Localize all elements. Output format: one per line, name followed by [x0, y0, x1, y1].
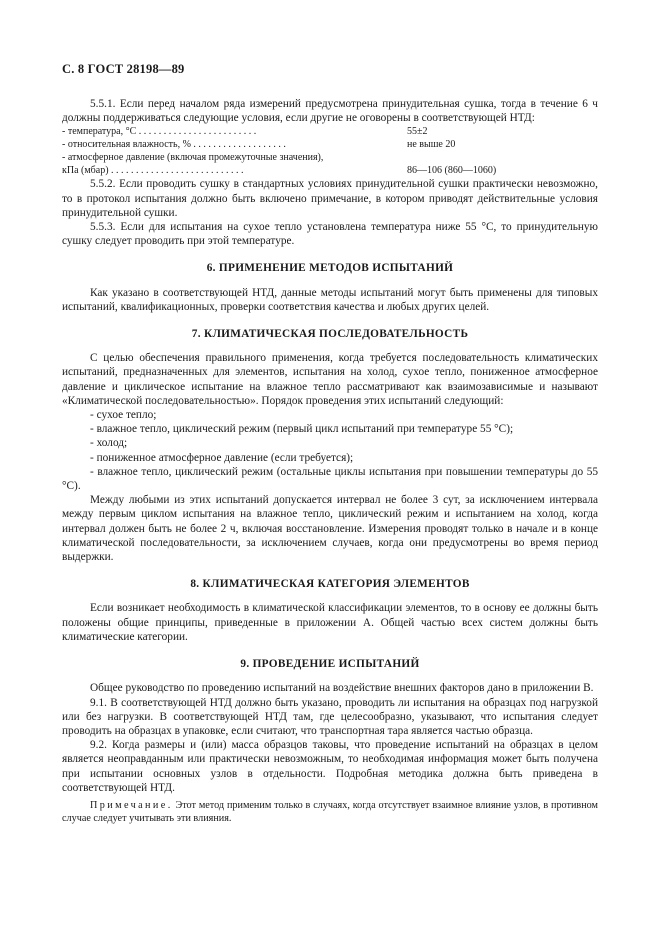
clause-5-5-3: 5.5.3. Если для испытания на сухое тепло установлена температура ниже 55 °С, то принудительную сушку следует проводить при этой температуре. — [62, 221, 598, 248]
list-item: - пониженное атмосферное давление (если требуется); — [90, 451, 354, 464]
section-7-text: Между любыми из этих испытаний допускается интервал не более 3 сут, за исключением интервала между первым циклом испытания на влажное тепло, циклический режим и испытанием на холод, когда интервал должен быть не более 2 ч, включая восстановление. Измерения проводят только в начале и в конце климатической последовательности, за исключением случаев, когда они предусмотрены во время период выдержки. — [62, 494, 598, 564]
section-7-title: 7. КЛИМАТИЧЕСКАЯ ПОСЛЕДОВАТЕЛЬНОСТЬ — [191, 328, 469, 341]
section-9-title: 9. ПРОВЕДЕНИЕ ИСПЫТАНИЙ — [240, 658, 420, 671]
condition-value: 86—106 (860—1060) — [407, 165, 497, 177]
list-item: - сухое тепло; — [90, 409, 157, 422]
condition-label: - атмосферное давление (включая промежуточные значения), — [62, 152, 324, 164]
document-body — [62, 97, 598, 825]
clause-9-2: 9.2. Когда размеры и (или) масса образцов таковы, что проведение испытаний на образцах в целом является неоправданным или практически невозможным, то необходимая информация может быть получена при испытании основных узлов в отдельности. Подробная методика должна быть приведена в соответствующей НТД. — [62, 739, 598, 794]
list-item: - холод; — [90, 437, 128, 450]
clause-5-5-1: 5.5.1. Если перед началом ряда измерений предусмотрена принудительная сушка, тогда в течение 6 ч должны поддерживаться следующие условия, если другие не оговорены в соответствующей НТД: — [62, 98, 598, 125]
condition-label: - температура, °С . . . . . . . . . . . . . . . . . . . . . . . . — [62, 126, 257, 138]
section-6-text: Как указано в соответствующей НТД, данные методы испытаний могут быть применены для типовых испытаний, квалификационных, проверки соответствия качества и любых других целей. — [62, 286, 598, 313]
note-text: Этот метод применим только в случаях, когда отсутствует взаимное влияние узлов, в противном случае следует учитывать эти влияния. — [62, 799, 599, 824]
condition-value — [407, 151, 598, 164]
condition-label: кПа (мбар) . . . . . . . . . . . . . . . . . . . . . . . . . . . — [62, 165, 244, 177]
condition-value: 55±2 — [407, 126, 428, 138]
clause-5-5-2: 5.5.2. Если проводить сушку в стандартных условиях принудительной сушки практически невозможно, то в протокол испытания должно быть включено примечание, в котором приводят действительные условия принудительной сушки. — [62, 178, 598, 219]
section-8-title: 8. КЛИМАТИЧЕСКАЯ КАТЕГОРИЯ ЭЛЕМЕНТОВ — [190, 578, 470, 591]
page-header: С. 8 ГОСТ 28198—89 — [62, 62, 185, 76]
section-7-intro: С целью обеспечения правильного применения, когда требуется последовательность климатических испытаний, предназначенных для элементов, испытания на холод, сухое тепло, пониженное атмосферное давление и циклическое испытание на влажное тепло рассматривают как взаимозависимые и называют «Климатической последовательностью». Порядок проведения этих испытаний следующий: — [62, 352, 598, 407]
clause-9-1: 9.1. В соответствующей НТД должно быть указано, проводить ли испытания на образцах под нагрузкой или без нагрузки. В соответствующей НТД там, где целесообразно, указывают, что испытания следует проводить на образцах в упаковке, если считают, что транспортная тара является частью образца. — [62, 696, 598, 737]
condition-row — [62, 164, 598, 177]
section-8-text: Если возникает необходимость в климатической классификации элементов, то в основу ее должны быть положены общие принципы, приведенные в приложении А. Общей частью всех систем должны быть климатические категории. — [62, 602, 598, 643]
section-6-title: 6. ПРИМЕНЕНИЕ МЕТОДОВ ИСПЫТАНИЙ — [206, 262, 454, 275]
condition-label: - относительная влажность, % . . . . . . . . . . . . . . . . . . . — [62, 139, 286, 151]
note — [62, 799, 598, 825]
list-item: - влажное тепло, циклический режим (остальные циклы испытания при повышении температуры до 55 °С). — [62, 465, 598, 493]
condition-value: не выше 20 — [407, 139, 456, 151]
condition-row — [62, 151, 598, 164]
conditions-list — [62, 125, 598, 177]
condition-row — [62, 125, 598, 138]
section-9-intro: Общее руководство по проведению испытаний на воздействие внешних факторов дано в приложении В. — [90, 682, 594, 695]
list-item: - влажное тепло, циклический режим (первый цикл испытаний при температуре 55 °С); — [90, 423, 514, 436]
note-label: Примечание. — [90, 799, 173, 811]
condition-row — [62, 138, 598, 151]
